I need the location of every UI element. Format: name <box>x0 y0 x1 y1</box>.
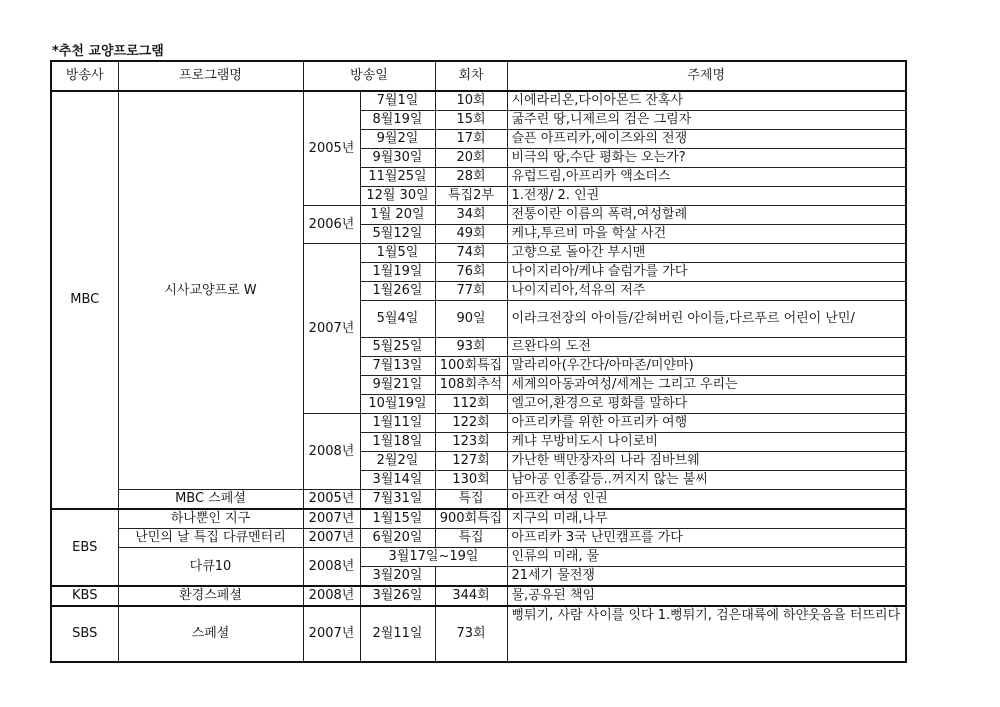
topic-cell: 인류의 미래, 물 <box>507 548 906 567</box>
episode-cell: 130회 <box>435 471 507 490</box>
year-cell: 2008년 <box>303 586 360 606</box>
broadcaster-cell: SBS <box>51 606 118 662</box>
broadcaster-cell: MBC <box>51 91 118 509</box>
episode-cell <box>435 567 507 587</box>
date-cell: 3월26일 <box>360 586 435 606</box>
topic-cell: 말라리아(우간다/아마존/미얀마) <box>507 357 906 376</box>
topic-cell: 전통이란 이름의 폭력,여성할례 <box>507 206 906 225</box>
date-cell: 10월19일 <box>360 395 435 414</box>
table-row <box>51 548 906 567</box>
header-program: 프로그램명 <box>118 61 303 91</box>
date-cell: 1월18일 <box>360 433 435 452</box>
episode-cell: 28회 <box>435 168 507 187</box>
date-cell: 7월31일 <box>360 490 435 510</box>
episode-cell: 73회 <box>435 606 507 662</box>
episode-cell: 108회추석 <box>435 376 507 395</box>
date-cell: 9월21일 <box>360 376 435 395</box>
episode-cell: 15회 <box>435 111 507 130</box>
date-cell: 7월13일 <box>360 357 435 376</box>
date-cell: 12월 30일 <box>360 187 435 206</box>
table-row <box>51 529 906 548</box>
table-row <box>51 490 906 510</box>
topic-cell: 이라크전장의 아이들/갇혀버린 아이들,다르푸르 어린이 난민/ <box>507 301 906 338</box>
year-cell: 2007년 <box>303 244 360 414</box>
episode-cell: 20회 <box>435 149 507 168</box>
broadcaster-cell: EBS <box>51 509 118 586</box>
program-cell: 난민의 날 특집 다큐멘터리 <box>118 529 303 548</box>
year-cell: 2005년 <box>303 490 360 510</box>
document-title: *추천 교양프로그램 <box>52 44 164 59</box>
topic-cell: 엘고어,환경으로 평화를 말하다 <box>507 395 906 414</box>
episode-cell: 93회 <box>435 338 507 357</box>
topic-cell: 시에라리온,다이아몬드 잔혹사 <box>507 91 906 111</box>
year-cell: 2006년 <box>303 206 360 244</box>
program-cell: 환경스페셜 <box>118 586 303 606</box>
topic-cell: 물,공유된 책임 <box>507 586 906 606</box>
topic-cell: 나이지리아/케냐 슬럼가를 가다 <box>507 263 906 282</box>
table-header-row <box>51 61 906 91</box>
topic-cell: 케냐,투르비 마을 학살 사건 <box>507 225 906 244</box>
date-cell: 3월17일~19일 <box>360 548 507 567</box>
date-cell: 3월14일 <box>360 471 435 490</box>
topic-cell: 나이지리아,석유의 저주 <box>507 282 906 301</box>
year-cell: 2008년 <box>303 548 360 587</box>
header-episode: 회차 <box>435 61 507 91</box>
topic-cell: 세계의아동과여성/세계는 그리고 우리는 <box>507 376 906 395</box>
table-row <box>51 606 906 662</box>
date-cell: 1월26일 <box>360 282 435 301</box>
date-cell: 11월25일 <box>360 168 435 187</box>
episode-cell: 112회 <box>435 395 507 414</box>
date-cell: 9월30일 <box>360 149 435 168</box>
episode-cell: 17회 <box>435 130 507 149</box>
date-cell: 1월15일 <box>360 509 435 529</box>
program-cell: 스페셜 <box>118 606 303 662</box>
date-cell: 8월19일 <box>360 111 435 130</box>
episode-cell: 74회 <box>435 244 507 263</box>
program-cell: 하나뿐인 지구 <box>118 509 303 529</box>
program-cell: 다큐10 <box>118 548 303 587</box>
episode-cell: 특집 <box>435 529 507 548</box>
year-cell: 2007년 <box>303 529 360 548</box>
date-cell: 1월5일 <box>360 244 435 263</box>
year-cell: 2008년 <box>303 414 360 490</box>
header-topic: 주제명 <box>507 61 906 91</box>
topic-cell: 지구의 미래,나무 <box>507 509 906 529</box>
episode-cell: 49회 <box>435 225 507 244</box>
episode-cell: 127회 <box>435 452 507 471</box>
program-cell: MBC 스페셜 <box>118 490 303 510</box>
episode-cell: 100회특집 <box>435 357 507 376</box>
topic-cell: 아프칸 여성 인권 <box>507 490 906 510</box>
date-cell: 3월20일 <box>360 567 435 587</box>
date-cell: 5월4일 <box>360 301 435 338</box>
episode-cell: 10회 <box>435 91 507 111</box>
topic-cell: 케냐 무방비도시 나이로비 <box>507 433 906 452</box>
date-cell: 9월2일 <box>360 130 435 149</box>
topic-cell: 비극의 땅,수단 평화는 오는가? <box>507 149 906 168</box>
topic-cell: 슬픈 아프리카,에이즈와의 전쟁 <box>507 130 906 149</box>
topic-cell: 남아공 인종갈등..꺼지지 않는 불씨 <box>507 471 906 490</box>
date-cell: 7월1일 <box>360 91 435 111</box>
date-cell: 5월25일 <box>360 338 435 357</box>
table-row <box>51 91 906 111</box>
program-cell: 시사교양프로 W <box>118 91 303 490</box>
episode-cell: 900회특집 <box>435 509 507 529</box>
topic-cell: 가난한 백만장자의 나라 짐바브웨 <box>507 452 906 471</box>
date-cell: 5월12일 <box>360 225 435 244</box>
topic-cell: 아프리카 3국 난민캠프를 가다 <box>507 529 906 548</box>
topic-cell: 1.전쟁/ 2. 인권 <box>507 187 906 206</box>
date-cell: 1월19일 <box>360 263 435 282</box>
date-cell: 1월 20일 <box>360 206 435 225</box>
topic-cell: 굶주린 땅,니제르의 검은 그림자 <box>507 111 906 130</box>
episode-cell: 90일 <box>435 301 507 338</box>
header-broadcaster: 방송사 <box>51 61 118 91</box>
date-cell: 1월11일 <box>360 414 435 433</box>
broadcaster-cell: KBS <box>51 586 118 606</box>
date-cell: 2월11일 <box>360 606 435 662</box>
topic-cell: 르완다의 도전 <box>507 338 906 357</box>
episode-cell: 특집 <box>435 490 507 510</box>
episode-cell: 34회 <box>435 206 507 225</box>
table-row <box>51 509 906 529</box>
episode-cell: 특집2부 <box>435 187 507 206</box>
topic-cell: 아프리카를 위한 아프리카 여행 <box>507 414 906 433</box>
year-cell: 2007년 <box>303 606 360 662</box>
program-table <box>50 60 907 663</box>
topic-cell: 뻥튀기, 사람 사이를 잇다 1.뻥튀기, 검은대륙에 하얀웃음을 터뜨리다 <box>507 606 906 662</box>
topic-cell: 21세기 물전쟁 <box>507 567 906 587</box>
year-cell: 2007년 <box>303 509 360 529</box>
episode-cell: 76회 <box>435 263 507 282</box>
topic-cell: 고향으로 돌아간 부시맨 <box>507 244 906 263</box>
table-row <box>51 586 906 606</box>
topic-cell: 유럽드림,아프리카 액소더스 <box>507 168 906 187</box>
date-cell: 6월20일 <box>360 529 435 548</box>
episode-cell: 344회 <box>435 586 507 606</box>
year-cell: 2005년 <box>303 91 360 206</box>
episode-cell: 123회 <box>435 433 507 452</box>
header-air-date: 방송일 <box>303 61 435 91</box>
episode-cell: 77회 <box>435 282 507 301</box>
date-cell: 2월2일 <box>360 452 435 471</box>
episode-cell: 122회 <box>435 414 507 433</box>
